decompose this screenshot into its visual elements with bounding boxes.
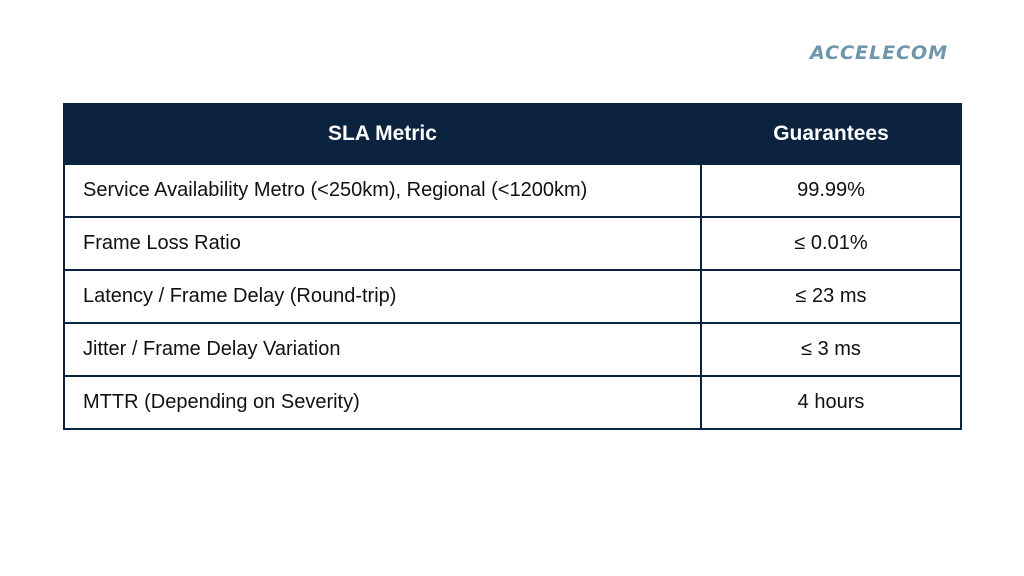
metric-cell: Latency / Frame Delay (Round-trip) <box>64 270 701 323</box>
accelecom-logo: ACCELECOM <box>810 42 949 64</box>
table-header-row <box>64 104 961 164</box>
sla-table <box>63 103 962 430</box>
table-row <box>64 323 961 376</box>
guarantee-cell: ≤ 23 ms <box>701 270 961 323</box>
table-row <box>64 164 961 217</box>
column-header-guarantees: Guarantees <box>701 104 961 164</box>
column-header-sla-metric: SLA Metric <box>64 104 701 164</box>
guarantee-cell: 4 hours <box>701 376 961 429</box>
guarantee-cell: ≤ 0.01% <box>701 217 961 270</box>
table-row <box>64 270 961 323</box>
metric-cell: MTTR (Depending on Severity) <box>64 376 701 429</box>
table-row <box>64 376 961 429</box>
metric-cell: Frame Loss Ratio <box>64 217 701 270</box>
metric-cell: Service Availability Metro (<250km), Regional (<1200km) <box>64 164 701 217</box>
metric-cell: Jitter / Frame Delay Variation <box>64 323 701 376</box>
guarantee-cell: 99.99% <box>701 164 961 217</box>
guarantee-cell: ≤ 3 ms <box>701 323 961 376</box>
table-row <box>64 217 961 270</box>
